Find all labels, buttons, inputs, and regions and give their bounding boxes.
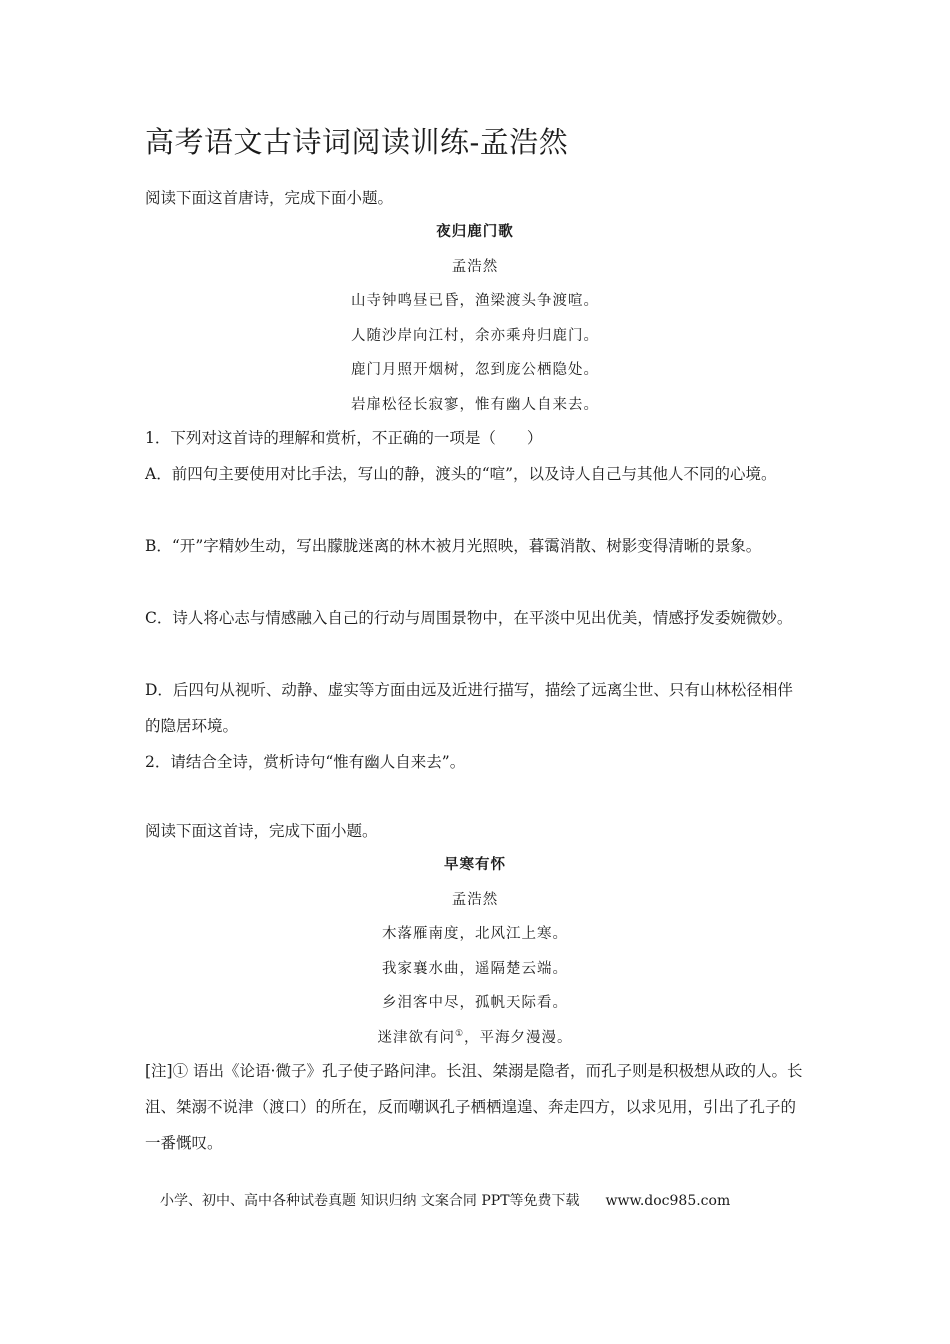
page-footer: [160, 1189, 800, 1213]
footnote: [注]① 语出《论语·微子》孔子使子路问津。长沮、桀溺是隐者，而孔子则是积极想从政的人。长沮、桀溺不说津（渡口）的所在，反而嘲讽孔子栖栖遑遑、奔走四方，以求见用，引出了孔子的一番慨叹。: [145, 1062, 803, 1152]
option-a: A．前四句主要使用对比手法，写山的静，渡头的“喧”，以及诗人自己与其他人不同的心境。: [145, 465, 777, 483]
question-2: 2．请结合全诗，赏析诗句“惟有幽人自来去”。: [145, 753, 466, 771]
poem2-line-4-part-a: 迷津欲有问: [377, 1030, 455, 1046]
poem2-author: 孟浩然: [451, 892, 499, 908]
option-b: B．“开”字精妙生动，写出朦胧迷离的林木被月光照映，暮霭消散、树影变得清晰的景象。: [145, 537, 762, 555]
poem1-line-1: 山寺钟鸣昼已昏，渔梁渡头争渡喧。: [351, 293, 599, 309]
section1-intro: 阅读下面这首唐诗，完成下面小题。: [145, 189, 394, 207]
poem2-line-1: 木落雁南度，北风江上寒。: [382, 926, 568, 942]
poem2-line-3: 乡泪客中尽，孤帆天际看。: [382, 995, 568, 1011]
poem1-author: 孟浩然: [451, 259, 499, 275]
footer-site: www.doc985.com: [605, 1193, 731, 1209]
poem2-line-4-part-b: ，平海夕漫漫。: [464, 1030, 573, 1046]
poem2-line-2: 我家襄水曲，遥隔楚云端。: [382, 961, 568, 977]
footer-text: 小学、初中、高中各种试卷真题 知识归纳 文案合同 PPT等免费下载: [160, 1193, 580, 1209]
question-1: 1．下列对这首诗的理解和赏析，不正确的一项是（ ）: [145, 429, 543, 447]
option-c: C．诗人将心志与情感融入自己的行动与周围景物中，在平淡中见出优美，情感抒发委婉微妙。: [145, 609, 793, 627]
poem1-line-4: 岩扉松径长寂寥，惟有幽人自来去。: [351, 397, 599, 413]
section2-intro: 阅读下面这首诗，完成下面小题。: [145, 822, 378, 840]
poem2-line-4: [145, 1027, 805, 1049]
document-title: 高考语文古诗词阅读训练-孟浩然: [145, 125, 569, 159]
poem2-title: 早寒有怀: [444, 856, 506, 873]
poem1-line-2: 人随沙岸向江村，余亦乘舟归鹿门。: [351, 328, 599, 344]
poem1-line-3: 鹿门月照开烟树，忽到庞公栖隐处。: [351, 362, 599, 378]
footnote-marker: ①: [454, 1029, 465, 1040]
option-d: D．后四句从视听、动静、虚实等方面由远及近进行描写，描绘了远离尘世、只有山林松径相伴的隐居环境。: [145, 681, 793, 735]
poem1-title: 夜归鹿门歌: [436, 223, 514, 240]
